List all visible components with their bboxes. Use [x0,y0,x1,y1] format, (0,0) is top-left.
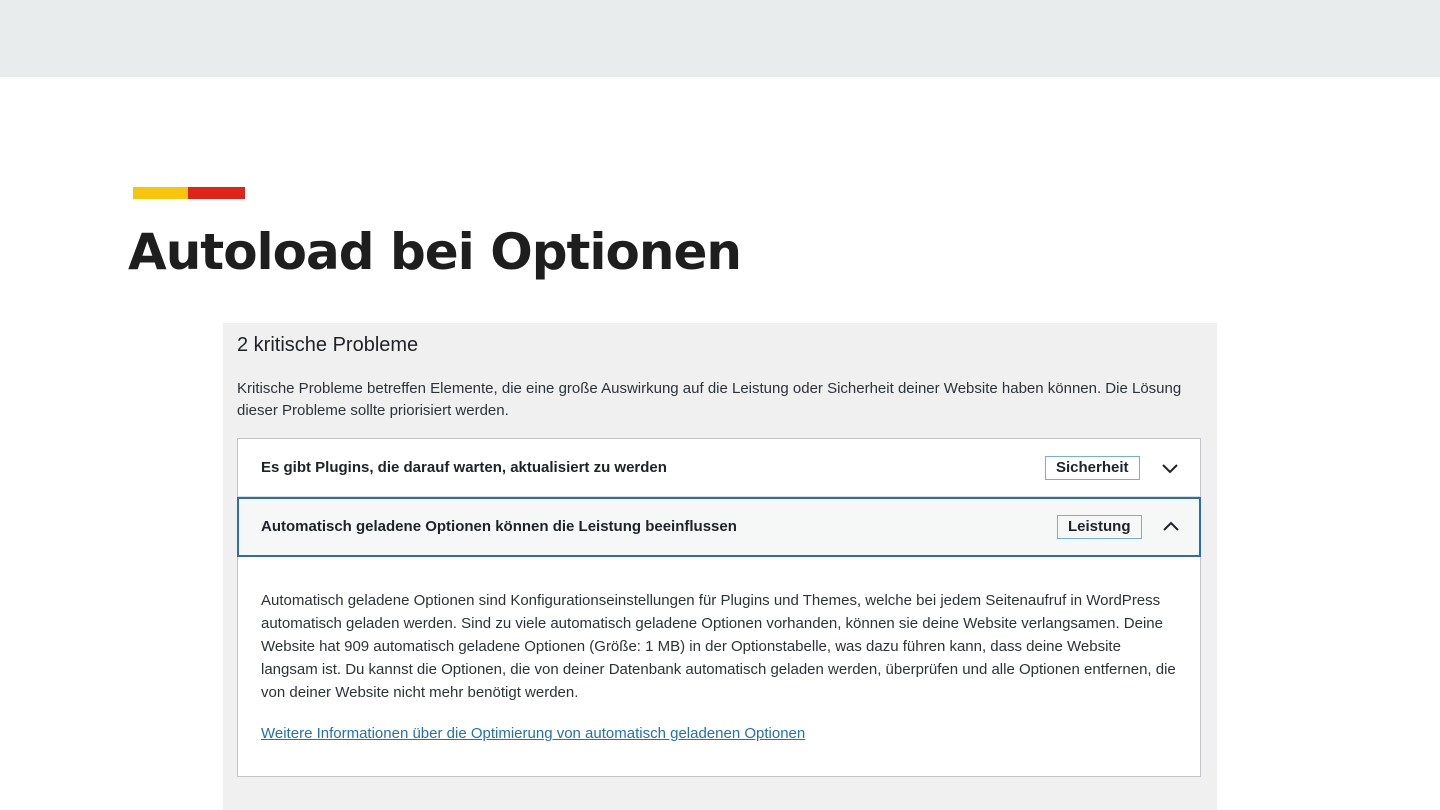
issue-badge-performance: Leistung [1057,515,1142,539]
issue-title: Es gibt Plugins, die darauf warten, aktualisiert zu werden [261,459,667,476]
issue-title: Automatisch geladene Optionen können die Leistung beeinflussen [261,518,737,535]
panel-heading: 2 kritische Probleme [237,334,419,356]
issue-row-autoload[interactable] [237,497,1201,557]
page-title: Autoload bei Optionen [128,223,742,281]
top-band [0,0,1440,77]
site-health-panel [223,323,1217,810]
issues-accordion [237,438,1201,777]
chevron-down-icon[interactable] [1159,457,1181,479]
accent-bar [133,187,245,199]
accent-yellow-segment [133,187,188,199]
issue-description: Automatisch geladene Optionen sind Konfigurationseinstellungen für Plugins und Themes, welche bei jedem Seitenaufruf in WordPress automatisch geladen werden. Sind zu viele automatisch geladene Optionen vorhanden, können sie deine Website verlangsamen. Deine Website hat 909 automatisch geladene Optionen (Größe: 1 MB) in der Optionstabelle, was dazu führen kann, dass deine Website langsam ist. Du kannst die Optionen, die von deiner Datenbank automatisch geladen werden, überprüfen und alle Optionen entfernen, die von deiner Website nicht mehr benötigt werden. [261,592,1176,701]
accent-red-segment [188,187,245,199]
issue-row-plugins[interactable] [238,439,1200,497]
panel-description: Kritische Probleme betreffen Elemente, die eine große Auswirkung auf die Leistung oder Sicherheit deiner Website haben können. Die Lösung dieser Probleme sollte priorisiert werden. [237,380,1182,419]
learn-more-link[interactable]: Weitere Informationen über die Optimierung von automatisch geladenen Optionen [261,725,806,742]
chevron-up-icon[interactable] [1160,515,1182,537]
issue-badge-security: Sicherheit [1045,456,1140,480]
